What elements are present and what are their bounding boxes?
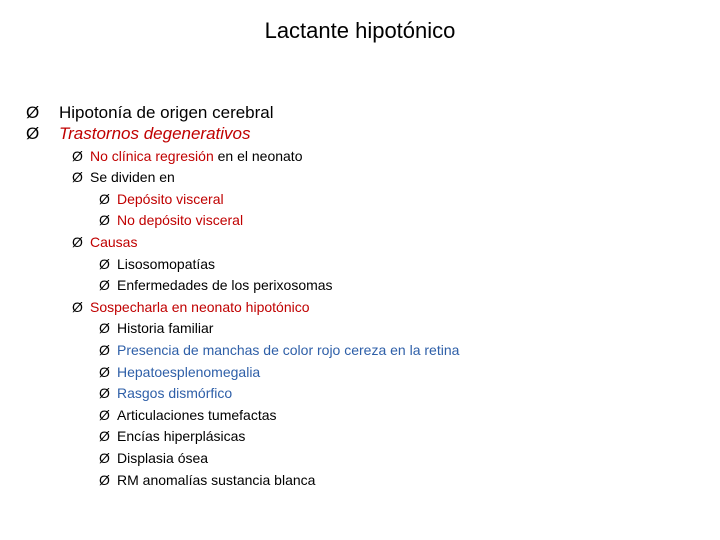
item-text: Hipotonía de origen cerebral — [59, 103, 274, 122]
item-text: Se dividen en — [90, 169, 175, 185]
item-text: No depósito visceral — [117, 212, 244, 228]
item-text: Depósito visceral — [117, 191, 224, 207]
item-text: Historia familiar — [117, 320, 214, 336]
item-text: en el neonato — [213, 148, 303, 164]
item-text: Presencia de manchas de color rojo cereza en la retina — [117, 342, 460, 358]
list-item — [99, 189, 224, 209]
arrow-bullet-icon: Ø — [99, 212, 110, 228]
item-text: RM anomalías sustancia blanca — [117, 472, 316, 488]
slide-title: Lactante hipotónico — [264, 18, 456, 43]
list-item — [99, 210, 243, 230]
list-item — [99, 448, 208, 468]
list-item — [99, 340, 459, 360]
arrow-bullet-icon: Ø — [99, 277, 110, 293]
arrow-bullet-icon: Ø — [99, 256, 110, 272]
list-item — [99, 318, 213, 338]
arrow-bullet-icon: Ø — [99, 320, 110, 336]
list-item — [99, 362, 260, 382]
arrow-bullet-icon: Ø — [99, 472, 110, 488]
list-item — [99, 405, 277, 425]
list-item — [72, 146, 302, 166]
arrow-bullet-icon: Ø — [99, 342, 110, 358]
item-text: Encías hiperplásicas — [117, 428, 246, 444]
item-text: Lisosomopatías — [117, 256, 216, 272]
arrow-bullet-icon: Ø — [99, 385, 110, 401]
list-item — [99, 470, 315, 490]
list-item — [99, 383, 232, 403]
arrow-bullet-icon: Ø — [99, 450, 110, 466]
list-item — [72, 167, 175, 187]
arrow-bullet-icon: Ø — [72, 169, 83, 185]
item-text: Enfermedades de los perixosomas — [117, 277, 333, 293]
list-item — [26, 123, 251, 144]
arrow-bullet-icon: Ø — [99, 428, 110, 444]
arrow-bullet-icon: Ø — [26, 103, 40, 122]
arrow-bullet-icon: Ø — [72, 234, 83, 250]
item-text-highlight: No clínica regresión — [90, 148, 214, 164]
list-item — [99, 426, 245, 446]
arrow-bullet-icon: Ø — [99, 191, 110, 207]
item-text: Causas — [90, 234, 138, 250]
item-text: Sospecharla en neonato hipotónico — [90, 299, 310, 315]
item-text: Rasgos dismórfico — [117, 385, 233, 401]
item-text: Displasia ósea — [117, 450, 209, 466]
arrow-bullet-icon: Ø — [26, 124, 40, 143]
arrow-bullet-icon: Ø — [72, 299, 83, 315]
list-item — [99, 254, 215, 274]
list-item — [72, 232, 137, 252]
item-text: Articulaciones tumefactas — [117, 407, 277, 423]
arrow-bullet-icon: Ø — [99, 364, 110, 380]
list-item — [99, 275, 333, 295]
item-text: Trastornos degenerativos — [59, 124, 251, 143]
item-text: Hepatoesplenomegalia — [117, 364, 261, 380]
list-item — [72, 297, 310, 317]
list-item — [26, 102, 274, 123]
arrow-bullet-icon: Ø — [72, 148, 83, 164]
arrow-bullet-icon: Ø — [99, 407, 110, 423]
